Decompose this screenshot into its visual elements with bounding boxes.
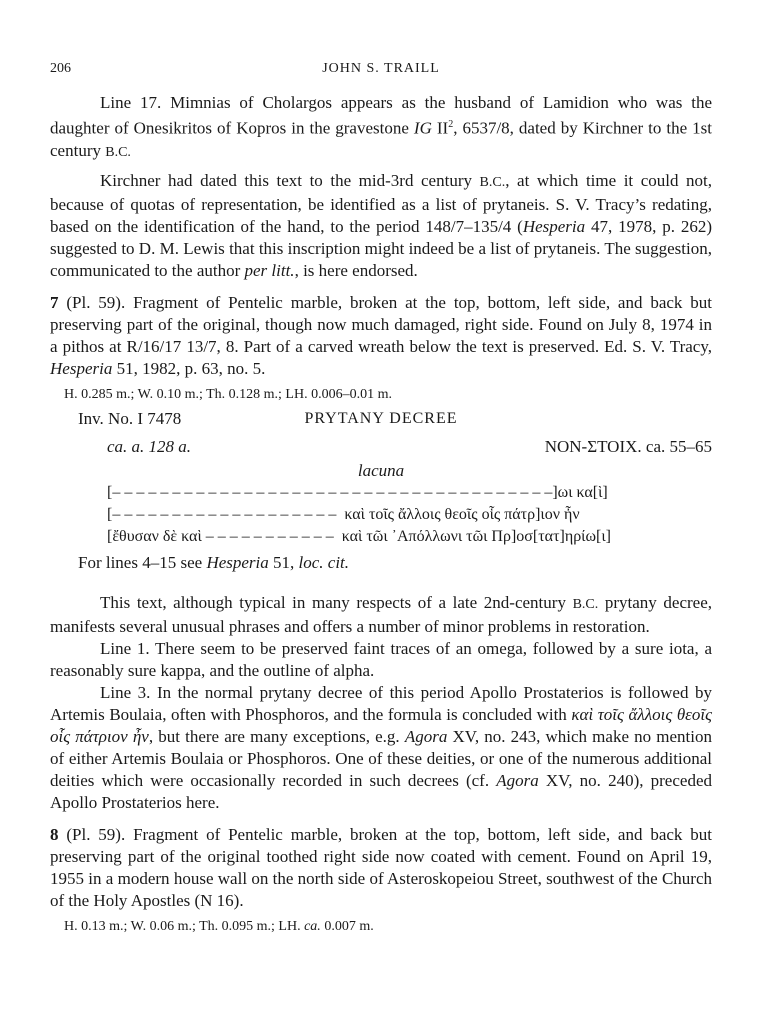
paragraph-line-17: Line 17. Mimnias of Cholargos appears as the husband of Lamidion who was the daughter of Onesikritos of Kopros in the gravestone IG $II^2$, 6537/8, dated by Kirchner to the 1st century B.C.: [50, 93, 712, 160]
entry-7-dimensions: H. 0.285 m.; W. 0.10 m.; Th. 0.128 m.; LH. 0.006–0.01 m.: [64, 386, 392, 402]
paragraph-line-3: Line 3. In the normal prytany decree of this period Apollo Prostaterios is followed by Artemis Boulaia, often with Phosphoros, and the formula is concluded with καὶ τοῖς ἄλλοις θεοῖς οἷς πάτριον ἦν, but there are many exceptions, e.g. Agora XV, no. 243, which make no mention of either Artemis Boulaia or Phosphoros. One of these deities, or one of the numerous additional deities which were occasionally recorded in such decrees (cf. Agora XV, no. 240), preceded Apollo Prostaterios here.: [50, 682, 712, 812]
inscription-line-2: [– – – – – – – – – – – – – – – – – – – καὶ τοῖς ἄλλοις θεοῖς οἷς πάτρ]ιον ἦν: [107, 505, 580, 523]
date-left: ca. a. 128 a.: [107, 436, 192, 456]
paragraph-line-1: Line 1. There seem to be preserved faint traces of an omega, followed by a sure iota, a reasonably sure kappa, and the outline of alpha.: [50, 638, 712, 680]
entry-8-dimensions: H. 0.13 m.; W. 0.06 m.; Th. 0.095 m.; LH. ca. 0.007 m.: [64, 918, 374, 934]
running-head: JOHN S. TRAILL: [322, 61, 440, 76]
date-line: [50, 436, 712, 458]
entry-7-description: 7 (Pl. 59). Fragment of Pentelic marble, broken at the top, bottom, left side, and back but preserving part of the original, though now much damaged, right side. Found on July 8, 1974 in a pithos at R/16/17 13/7, 8. Part of a carved wreath below the text is preserved. Ed. S. V. Tracy, Hesperia 51, 1982, p. 63, no. 5.: [50, 292, 712, 378]
decree-title: PRYTANY DECREE: [304, 409, 458, 427]
inscription-line-1: [– – – – – – – – – – – – – – – – – – – – – – – – – – – – – – – – – – – – –]ωι κα[ὶ]: [107, 483, 608, 501]
continuation-note: For lines 4–15 see Hesperia 51, loc. cit.: [78, 552, 350, 572]
paragraph-typical: This text, although typical in many respects of a late 2nd-century B.C. prytany decree, manifests several unusual phrases and offers a number of minor problems in restoration.: [50, 592, 712, 636]
page: [50, 58, 712, 936]
inscription-line-3: [ἔθυσαν δὲ καὶ – – – – – – – – – – – καὶ τῶι ᾿Απόλλωνι τῶι Πρ]οσ[τατ]ηρίω[ι]: [107, 527, 611, 545]
entry-7-inventory: Inv. No. I 7478: [78, 408, 182, 428]
date-right: NON-ΣΤΟΙΧ. ca. 55–65: [544, 436, 712, 456]
page-number: 206: [50, 61, 71, 76]
page-header: [50, 58, 712, 80]
entry-8-description: 8 (Pl. 59). Fragment of Pentelic marble, broken at the top, bottom, left side, and back but preserving part of the original toothed right side now coated with cement. Found on April 19, 1955 in a modern house wall on the north side of Asteroskopeiou Street, southwest of the Church of the Holy Apostles (N 16).: [50, 824, 712, 910]
paragraph-kirchner: Kirchner had dated this text to the mid-3rd century B.C., at which time it could not, because of quotas of representation, be identified as a list of prytaneis. S. V. Tracy’s redating, based on the identification of the hand, to the period 148/7–135/4 (Hesperia 47, 1978, p. 262) suggested to D. M. Lewis that this inscription might indeed be a list of prytaneis. The suggestion, communicated to the author per litt., is here endorsed.: [50, 170, 712, 280]
lacuna-label: lacuna: [357, 460, 405, 480]
